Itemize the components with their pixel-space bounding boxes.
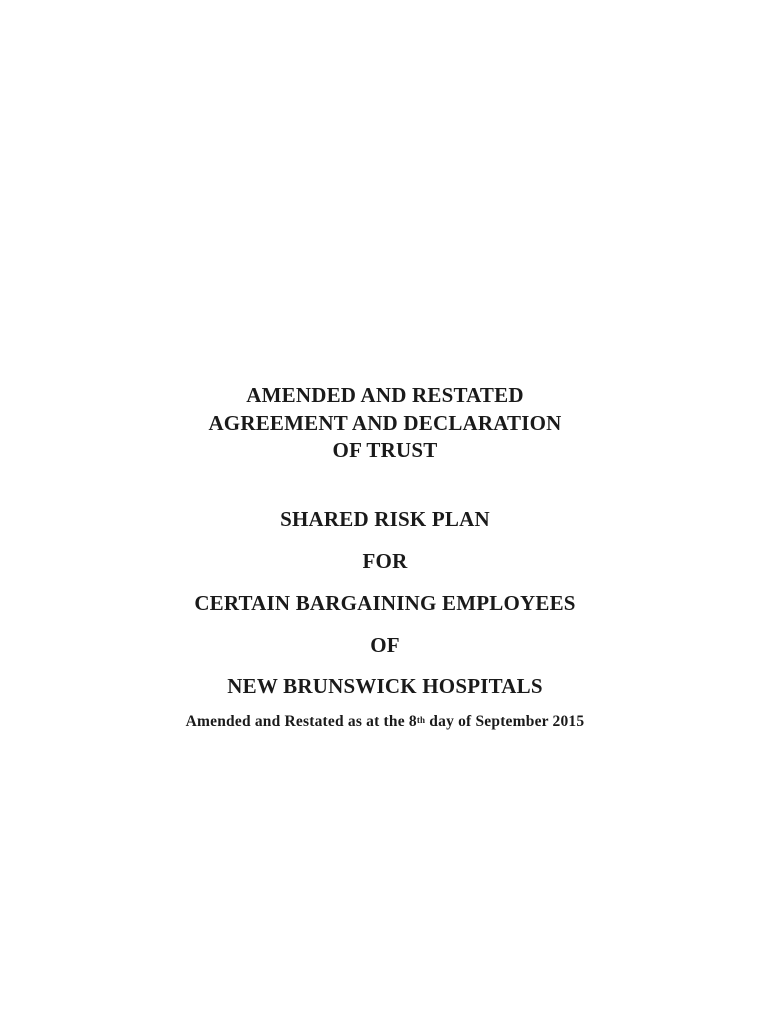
plan-line-3: CERTAIN BARGAINING EMPLOYEES xyxy=(194,591,576,615)
title-line-3: OF TRUST xyxy=(332,438,438,462)
date-line-before: Amended and Restated as at the 8 xyxy=(185,713,417,730)
date-line xyxy=(0,712,770,732)
plan-line-1: SHARED RISK PLAN xyxy=(280,507,490,531)
title-line-2: AGREEMENT AND DECLARATION xyxy=(208,411,562,435)
date-line-superscript: th xyxy=(416,715,426,725)
title-line-1: AMENDED AND RESTATED xyxy=(246,383,524,407)
plan-line-5: NEW BRUNSWICK HOSPITALS xyxy=(227,674,543,698)
plan-line-2: FOR xyxy=(362,549,408,573)
plan-line-4: OF xyxy=(370,633,400,657)
date-line-after: day of September 2015 xyxy=(425,713,585,730)
